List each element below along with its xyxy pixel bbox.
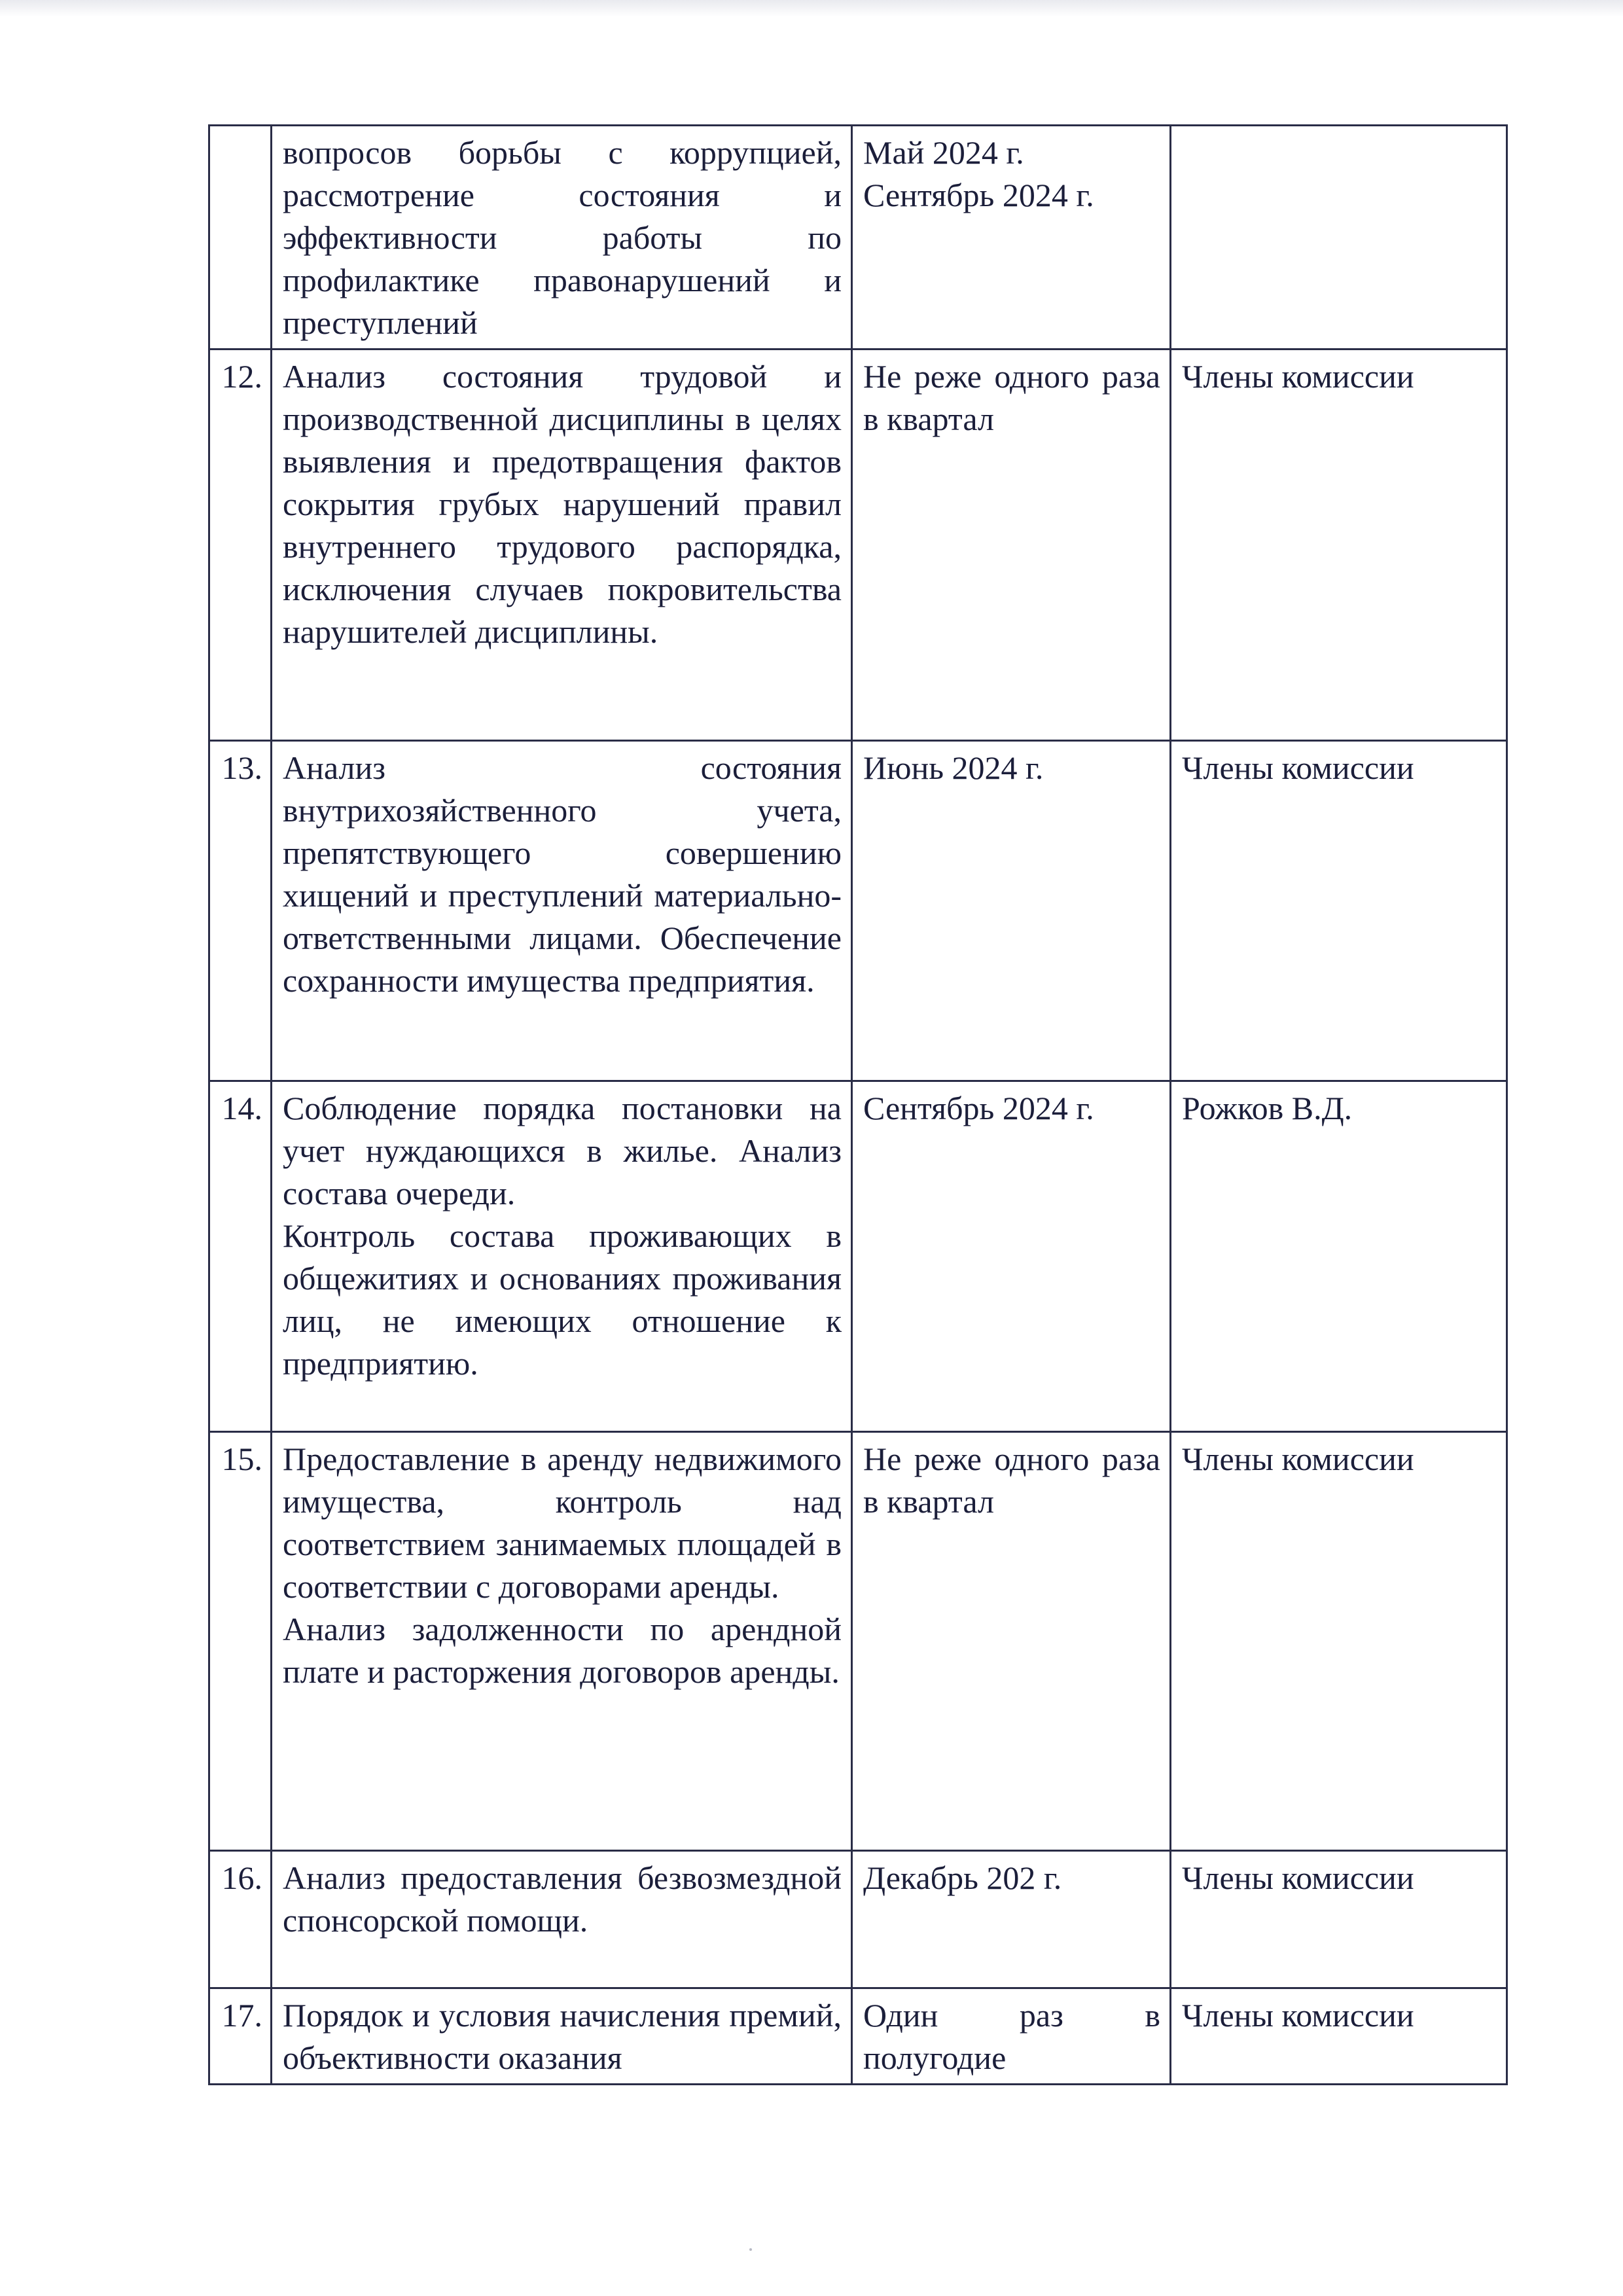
activity-cell <box>272 126 852 350</box>
term-cell <box>852 350 1171 741</box>
responsible-cell: Члены комиссии <box>1171 1851 1507 1988</box>
activity-text: Анализ состояния трудовой и производственной дисциплины в целях выявления и предотвращения фактов сокрытия грубых нарушений правил внутреннего трудового распорядка, исключения случаев покровительства нарушителей дисциплины. <box>283 358 842 650</box>
term-cell <box>852 1988 1171 2085</box>
activity-cell <box>272 1988 852 2085</box>
term-text: Сентябрь 2024 г. <box>863 177 1094 213</box>
table-row <box>209 126 1507 350</box>
activity-text: Предоставление в аренду недвижимого имущества, контроль над соответствием занимаемых площадей в соответствии с договорами аренды. <box>283 1441 842 1605</box>
responsible-cell: Члены комиссии <box>1171 1432 1507 1851</box>
activity-text: Порядок и условия начисления премий, объективности оказания <box>283 1997 842 2076</box>
activity-text: Анализ задолженности по арендной плате и расторжения договоров аренды. <box>283 1611 842 1690</box>
activity-text: вопросов борьбы с коррупцией, рассмотрение состояния и эффективности работы по профилактике правонарушений и преступлений <box>283 134 842 341</box>
responsible-cell: Члены комиссии <box>1171 741 1507 1081</box>
term-text: Май 2024 г. <box>863 134 1024 171</box>
term-cell <box>852 1081 1171 1432</box>
activity-text: Анализ предоставления безвозмездной спонсорской помощи. <box>283 1859 842 1939</box>
term-text: Один раз в полугодие <box>863 1997 1160 2076</box>
table-row <box>209 1851 1507 1988</box>
row-number: 14. <box>209 1081 272 1432</box>
term-cell <box>852 1432 1171 1851</box>
term-cell <box>852 126 1171 350</box>
row-number <box>209 126 272 350</box>
scan-speck <box>749 2248 752 2251</box>
activity-text: Контроль состава проживающих в общежитиях и основаниях проживания лиц, не имеющих отношение к предприятию. <box>283 1217 842 1382</box>
table-row <box>209 350 1507 741</box>
table-row <box>209 1988 1507 2085</box>
row-number: 12. <box>209 350 272 741</box>
activity-plan-table <box>208 124 1508 2085</box>
table-row <box>209 741 1507 1081</box>
table-row <box>209 1432 1507 1851</box>
responsible-cell: Рожков В.Д. <box>1171 1081 1507 1432</box>
activity-cell <box>272 741 852 1081</box>
term-cell <box>852 1851 1171 1988</box>
activity-cell <box>272 1851 852 1988</box>
term-text: Не реже одного раза в квартал <box>863 1441 1160 1520</box>
scan-shadow <box>0 0 1623 17</box>
term-text: Декабрь 202 г. <box>863 1859 1062 1896</box>
row-number: 13. <box>209 741 272 1081</box>
row-number: 17. <box>209 1988 272 2085</box>
activity-text: Соблюдение порядка постановки на учет нуждающихся в жилье. Анализ состава очереди. <box>283 1090 842 1211</box>
activity-cell <box>272 1432 852 1851</box>
responsible-cell: Члены комиссии <box>1171 1988 1507 2085</box>
responsible-cell: Члены комиссии <box>1171 350 1507 741</box>
responsible-cell <box>1171 126 1507 350</box>
term-text: Сентябрь 2024 г. <box>863 1090 1094 1126</box>
table-row <box>209 1081 1507 1432</box>
term-cell <box>852 741 1171 1081</box>
activity-cell <box>272 1081 852 1432</box>
row-number: 15. <box>209 1432 272 1851</box>
activity-cell <box>272 350 852 741</box>
term-text: Июнь 2024 г. <box>863 749 1044 786</box>
activity-text: Анализ состояния внутрихозяйственного учета, препятствующего совершению хищений и преступлений материально-ответственными лицами. Обеспечение сохранности имущества предприятия. <box>283 749 842 999</box>
term-text: Не реже одного раза в квартал <box>863 358 1160 437</box>
row-number: 16. <box>209 1851 272 1988</box>
